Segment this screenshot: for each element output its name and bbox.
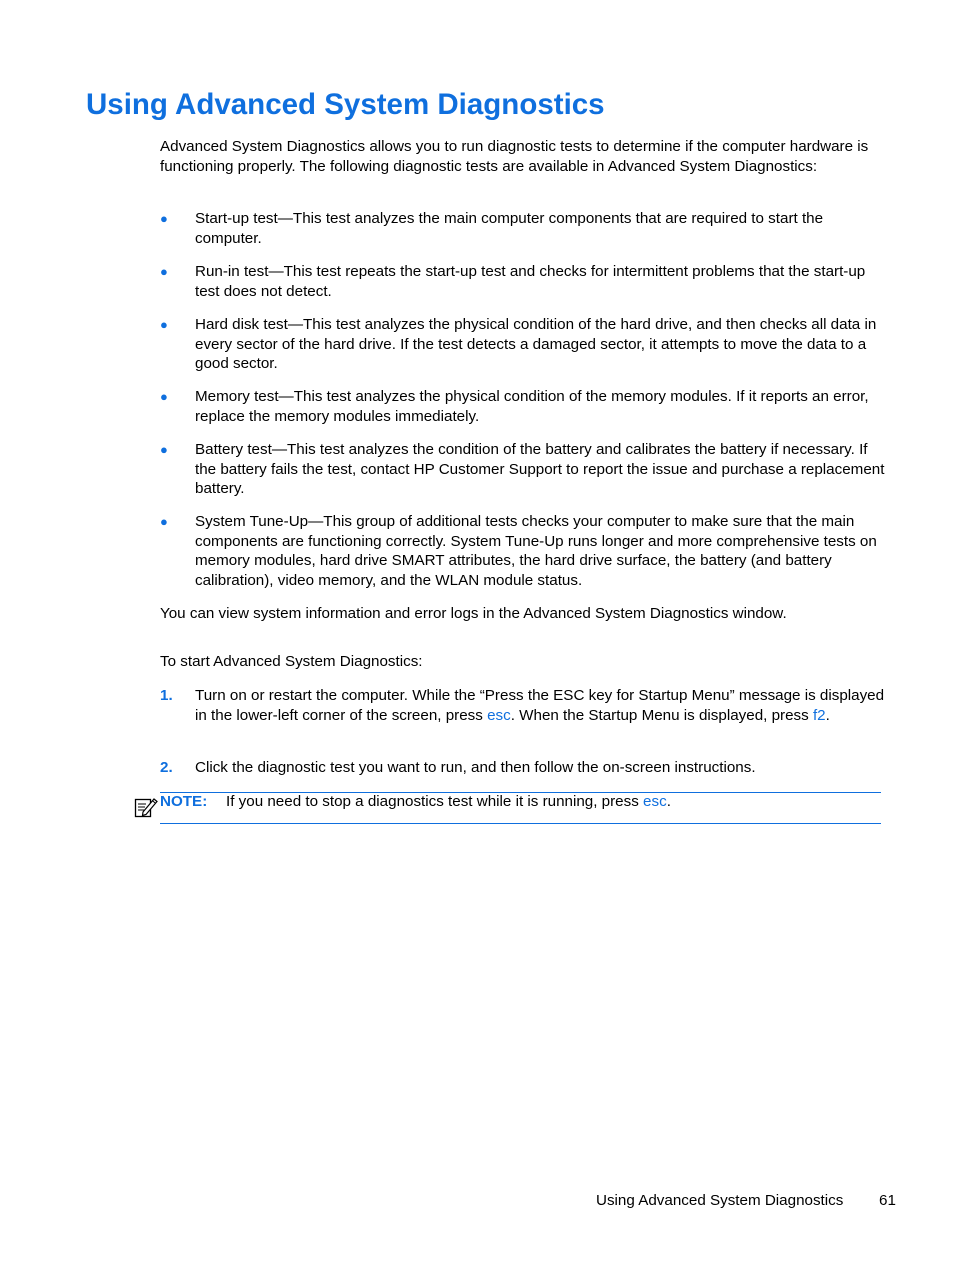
- bullet-icon: ●: [160, 264, 168, 279]
- bullet-icon: ●: [160, 317, 168, 332]
- bullet-text: Hard disk test—This test analyzes the physical condition of the hard drive, and then checks all data in every sector of the hard drive. If the test detects a damaged sector, it attempts to move the data to a good sector.: [195, 316, 877, 373]
- start-intro-paragraph: To start Advanced System Diagnostics:: [160, 653, 423, 670]
- step-text: Click the diagnostic test you want to run, and then follow the on-screen instructions.: [195, 759, 756, 776]
- bullet-text: System Tune-Up—This group of additional tests checks your computer to make sure that the main components are functioning correctly. System Tune-Up runs longer and more comprehensive tests on memory modules, hard drive SMART attributes, the hard drive surface, the battery (and battery calibration), video memory, and the WLAN module status.: [195, 513, 877, 589]
- view-info-paragraph: You can view system information and error logs in the Advanced System Diagnostics window.: [160, 605, 787, 622]
- bullet-text: Battery test—This test analyzes the condition of the battery and calibrates the battery if necessary. If the battery fails the test, contact HP Customer Support to report the issue and purchase a replacement battery.: [195, 441, 885, 498]
- page-title: Using Advanced System Diagnostics: [86, 88, 605, 121]
- page-number: 61: [879, 1192, 896, 1209]
- bullet-icon: ●: [160, 389, 168, 404]
- intro-paragraph: Advanced System Diagnostics allows you to run diagnostic tests to determine if the computer hardware is functioning properly. The following diagnostic tests are available in Advanced System Diagnostics:: [160, 138, 869, 175]
- note-text: If you need to stop a diagnostics test while it is running, press esc.: [226, 793, 671, 810]
- bullet-text: Memory test—This test analyzes the physical condition of the memory modules. If it reports an error, replace the memory modules immediately.: [195, 388, 869, 425]
- note-esc-key-link[interactable]: esc: [643, 793, 667, 810]
- bullet-text: Run-in test—This test repeats the start-up test and checks for intermittent problems that the start-up test does not detect.: [195, 263, 866, 300]
- note-bottom-rule: [160, 823, 881, 824]
- step-number: 1.: [160, 687, 173, 704]
- bullet-text: Start-up test—This test analyzes the main computer components that are required to start the computer.: [195, 210, 824, 247]
- bullet-icon: ●: [160, 442, 168, 457]
- step-text: Turn on or restart the computer. While the “Press the ESC key for Startup Menu” message is displayed in the lower-left corner of the screen, press esc. When the Startup Menu is displayed, press f2.: [195, 687, 885, 724]
- bullet-icon: ●: [160, 514, 168, 529]
- f2-key-link[interactable]: f2: [812, 706, 826, 724]
- note-label: NOTE:: [160, 793, 208, 810]
- footer-section-title: Using Advanced System Diagnostics: [596, 1192, 844, 1209]
- note-pencil-icon: [134, 795, 158, 819]
- bullet-icon: ●: [160, 211, 168, 226]
- step-number: 2.: [160, 759, 173, 776]
- esc-key-link[interactable]: esc: [487, 706, 511, 724]
